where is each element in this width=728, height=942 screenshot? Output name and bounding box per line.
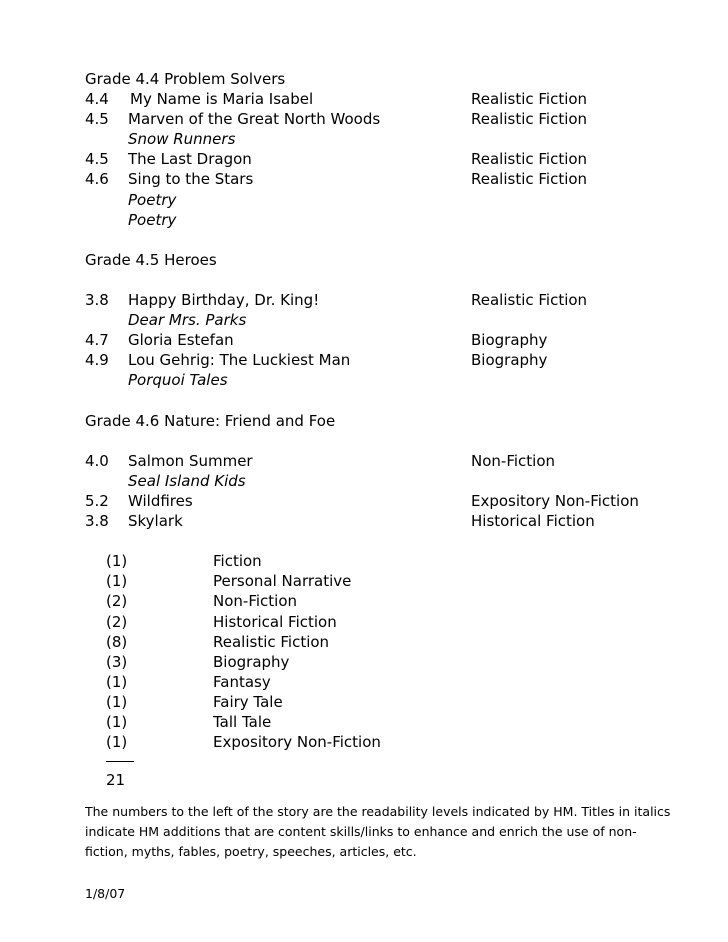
tally-row bbox=[85, 612, 685, 632]
story-row bbox=[85, 169, 685, 189]
spacer bbox=[85, 431, 685, 451]
story-title: My Name is Maria Isabel bbox=[130, 90, 314, 109]
tally-row bbox=[85, 692, 685, 712]
story-genre: Historical Fiction bbox=[471, 512, 595, 531]
story-genre: Realistic Fiction bbox=[471, 291, 588, 310]
story-row bbox=[85, 210, 685, 230]
tally-count: (1) bbox=[106, 552, 128, 571]
tally-count: (1) bbox=[106, 572, 128, 591]
readability-level: 3.8 bbox=[85, 512, 109, 531]
tally-row bbox=[85, 551, 685, 571]
readability-level: 4.6 bbox=[85, 170, 109, 189]
tally-count: (8) bbox=[106, 632, 128, 651]
story-title: Marven of the Great North Woods bbox=[128, 110, 381, 129]
story-genre: Expository Non-Fiction bbox=[471, 491, 639, 510]
story-title: Gloria Estefan bbox=[128, 331, 234, 350]
story-row bbox=[85, 350, 685, 370]
story-row bbox=[85, 129, 685, 149]
section-heading: Grade 4.4 Problem Solvers bbox=[85, 70, 286, 88]
story-title: Poetry bbox=[128, 190, 177, 209]
readability-level: 4.4 bbox=[85, 90, 109, 109]
story-row bbox=[85, 109, 685, 129]
story-title: Happy Birthday, Dr. King! bbox=[128, 291, 320, 310]
tally-genre: Historical Fiction bbox=[213, 612, 337, 631]
story-row bbox=[85, 149, 685, 169]
story-row bbox=[85, 370, 685, 390]
story-row bbox=[85, 511, 685, 531]
section-heading: Grade 4.5 Heroes bbox=[85, 250, 217, 269]
total-rule bbox=[106, 761, 134, 762]
story-genre: Biography bbox=[471, 351, 548, 370]
spacer bbox=[85, 230, 685, 250]
story-title: Dear Mrs. Parks bbox=[128, 311, 247, 330]
tally-row bbox=[85, 712, 685, 732]
tally-genre: Tall Tale bbox=[213, 713, 272, 731]
tally-genre: Fantasy bbox=[213, 672, 271, 691]
readability-level: 4.9 bbox=[85, 351, 109, 370]
tally-row bbox=[85, 672, 685, 692]
story-title: Salmon Summer bbox=[128, 451, 253, 470]
story-row bbox=[85, 491, 685, 511]
story-genre: Realistic Fiction bbox=[471, 150, 588, 169]
story-row bbox=[85, 310, 685, 330]
readability-level: 4.0 bbox=[85, 451, 109, 470]
tally-genre: Non-Fiction bbox=[213, 592, 298, 611]
tally-row bbox=[85, 571, 685, 591]
tally-count: (1) bbox=[106, 692, 128, 711]
tally-count: (1) bbox=[106, 672, 128, 691]
readability-level: 5.2 bbox=[85, 491, 109, 510]
tally-genre: Fiction bbox=[213, 552, 262, 571]
readability-level: 4.5 bbox=[85, 110, 109, 129]
readability-level: 4.5 bbox=[85, 150, 109, 169]
story-genre: Biography bbox=[471, 331, 548, 350]
story-title: The Last Dragon bbox=[128, 150, 252, 169]
story-title: Wildfires bbox=[128, 491, 193, 510]
story-sections bbox=[85, 69, 685, 531]
document-date: 1/8/07 bbox=[85, 886, 126, 902]
total-count: 21 bbox=[106, 771, 126, 790]
grade-section bbox=[85, 250, 685, 391]
story-genre: Realistic Fiction bbox=[471, 110, 588, 129]
tally-count: (2) bbox=[106, 612, 128, 631]
story-title: Porquoi Tales bbox=[128, 371, 228, 390]
tally-genre: Realistic Fiction bbox=[213, 632, 330, 651]
footnote: The numbers to the left of the story are the readability levels indicated by HM. Titles in italics indicate HM additions that are content skills/links to enhance and enrich the use of non-fiction, myths, fables, poetry, speeches, articles, etc. bbox=[85, 804, 671, 860]
tally-row bbox=[85, 591, 685, 611]
story-title: Seal Island Kids bbox=[128, 471, 246, 490]
tally-row bbox=[85, 732, 685, 752]
story-title: Skylark bbox=[128, 512, 183, 531]
document bbox=[85, 69, 685, 904]
grade-section bbox=[85, 411, 685, 532]
story-row bbox=[85, 89, 685, 109]
genre-tally bbox=[85, 551, 685, 752]
story-row bbox=[85, 471, 685, 491]
tally-row bbox=[85, 652, 685, 672]
story-title: Lou Gehrig: The Luckiest Man bbox=[128, 351, 351, 370]
tally-genre: Personal Narrative bbox=[213, 572, 352, 591]
story-row bbox=[85, 290, 685, 310]
story-genre: Realistic Fiction bbox=[471, 90, 588, 109]
story-row bbox=[85, 190, 685, 210]
tally-total bbox=[85, 772, 685, 792]
tally-count: (1) bbox=[106, 713, 128, 731]
tally-count: (2) bbox=[106, 592, 128, 611]
tally-genre: Fairy Tale bbox=[213, 692, 283, 711]
tally-genre: Biography bbox=[213, 652, 290, 671]
tally-row bbox=[85, 632, 685, 652]
tally-count: (1) bbox=[106, 733, 128, 752]
story-row bbox=[85, 330, 685, 350]
story-genre: Realistic Fiction bbox=[471, 170, 588, 189]
spacer bbox=[85, 391, 685, 411]
tally-genre: Expository Non-Fiction bbox=[213, 733, 381, 752]
readability-level: 3.8 bbox=[85, 291, 109, 310]
tally-total-row bbox=[85, 752, 685, 772]
story-row bbox=[85, 451, 685, 471]
grade-section bbox=[85, 69, 685, 230]
story-title: Poetry bbox=[128, 210, 177, 229]
spacer bbox=[85, 270, 685, 290]
story-title: Sing to the Stars bbox=[128, 170, 254, 189]
section-heading: Grade 4.6 Nature: Friend and Foe bbox=[85, 411, 336, 430]
tally-count: (3) bbox=[106, 652, 128, 671]
readability-level: 4.7 bbox=[85, 331, 109, 350]
story-genre: Non-Fiction bbox=[471, 451, 556, 470]
story-title: Snow Runners bbox=[128, 130, 236, 149]
